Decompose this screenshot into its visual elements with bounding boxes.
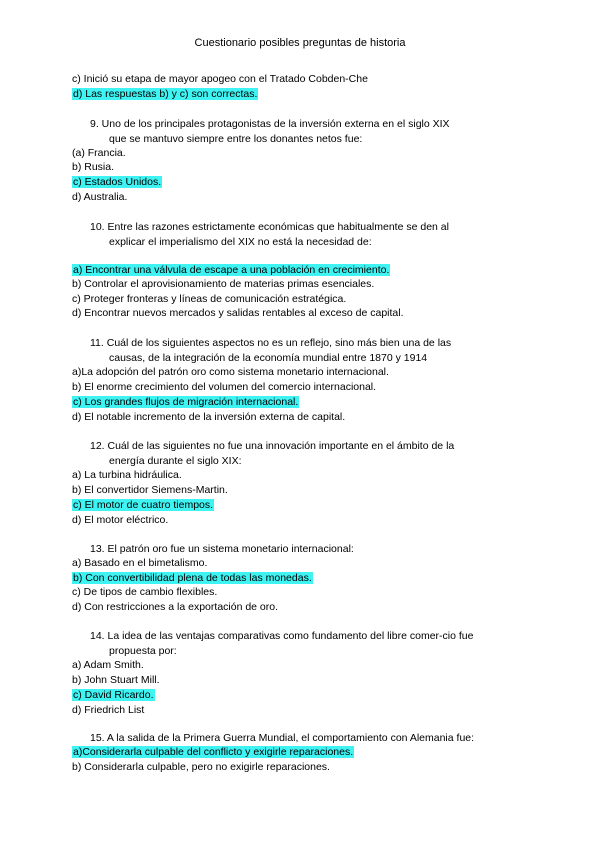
q9-option-a xyxy=(72,146,126,160)
q15-option-b xyxy=(72,760,330,774)
option-text: a) Basado en el bimetalismo. xyxy=(72,557,208,569)
option-text: b) Considerarla culpable, pero no exigirle reparaciones. xyxy=(72,761,330,773)
question-text: 14. La idea de las ventajas comparativas como fundamento del libre comer-cio fue xyxy=(90,630,474,642)
option-text-highlighted: a) Encontrar una válvula de escape a una población en crecimiento. xyxy=(73,264,390,276)
q14-option-a xyxy=(72,658,144,672)
question-9 xyxy=(90,117,530,147)
q9-option-b xyxy=(72,160,114,174)
option-text: (a) Francia. xyxy=(72,147,126,159)
intro-option-d xyxy=(72,87,258,101)
question-text: 13. El patrón oro fue un sistema monetario internacional: xyxy=(90,543,354,555)
option-text-highlighted: a)Considerarla culpable del conflicto y exigirle reparaciones. xyxy=(73,746,354,758)
option-text: d) Encontrar nuevos mercados y salidas rentables al exceso de capital. xyxy=(72,307,404,319)
option-text: a) La turbina hidráulica. xyxy=(72,469,182,481)
q14-option-c xyxy=(72,688,155,702)
q11-option-d xyxy=(72,410,345,424)
q10-option-d xyxy=(72,306,404,320)
q14-option-b xyxy=(72,673,160,687)
option-text: b) Rusia. xyxy=(72,161,115,173)
option-text: c) De tipos de cambio flexibles. xyxy=(72,586,218,598)
option-text: d) Friedrich List xyxy=(72,704,145,716)
q13-option-c xyxy=(72,585,217,599)
q12-option-d xyxy=(72,513,168,527)
q12-option-a xyxy=(72,468,182,482)
q11-option-c xyxy=(72,395,299,409)
question-text-cont: propuesta por: xyxy=(109,645,177,657)
question-14 xyxy=(90,629,530,659)
q9-option-d xyxy=(72,190,127,204)
question-text-cont: causas, de la integración de la economía mundial entre 1870 y 1914 xyxy=(109,352,428,364)
option-text: b) John Stuart Mill. xyxy=(72,674,160,686)
option-text: d) El notable incremento de la inversión externa de capital. xyxy=(72,411,346,423)
question-text: 12. Cuál de las siguientes no fue una innovación importante en el ámbito de la xyxy=(90,440,455,452)
question-text-cont: energía durante el siglo XIX: xyxy=(109,455,242,467)
q11-option-a xyxy=(72,365,389,379)
question-13 xyxy=(90,542,530,557)
question-text-cont: que se mantuvo siempre entre los donantes netos fue: xyxy=(109,133,363,145)
option-text: d) Australia. xyxy=(72,191,128,203)
option-text: b) Controlar el aprovisionamiento de materias primas esenciales. xyxy=(72,278,375,290)
option-text-highlighted: c) El motor de cuatro tiempos. xyxy=(73,499,214,511)
q15-option-a xyxy=(72,745,354,759)
option-text-highlighted: b) Con convertibilidad plena de todas las monedas. xyxy=(73,572,312,584)
question-text-cont: explicar el imperialismo del XIX no está la necesidad de: xyxy=(109,236,372,248)
option-text: d) El motor eléctrico. xyxy=(72,514,169,526)
page-title: Cuestionario posibles preguntas de historia xyxy=(194,37,406,49)
intro-option-c xyxy=(72,72,368,86)
q10-option-b xyxy=(72,277,374,291)
option-text: a) Adam Smith. xyxy=(72,659,144,671)
question-11 xyxy=(90,336,530,366)
question-text: 9. Uno de los principales protagonistas de la inversión externa en el siglo XIX xyxy=(90,118,450,130)
question-10 xyxy=(90,220,530,250)
q13-option-b xyxy=(72,571,313,585)
option-text-highlighted: c) Estados Unidos. xyxy=(73,176,162,188)
option-text-highlighted: c) Los grandes flujos de migración internacional. xyxy=(73,396,299,408)
q12-option-b xyxy=(72,483,228,497)
option-text: b) El enorme crecimiento del volumen del comercio internacional. xyxy=(72,381,377,393)
q10-option-a xyxy=(72,263,390,277)
question-12 xyxy=(90,439,530,469)
q10-option-c xyxy=(72,292,346,306)
option-text-highlighted: c) David Ricardo. xyxy=(73,689,154,701)
option-text: d) Con restricciones a la exportación de oro. xyxy=(72,601,279,613)
option-text: c) Inició su etapa de mayor apogeo con el Tratado Cobden-Che xyxy=(72,73,368,85)
option-text: c) Proteger fronteras y líneas de comunicación estratégica. xyxy=(72,293,347,305)
q12-option-c xyxy=(72,498,214,512)
q9-option-c xyxy=(72,175,162,189)
option-text: a)La adopción del patrón oro como sistema monetario internacional. xyxy=(72,366,389,378)
question-15 xyxy=(90,731,530,746)
option-text-highlighted: d) Las respuestas b) y c) son correctas. xyxy=(73,88,258,100)
question-text: 11. Cuál de los siguientes aspectos no es un reflejo, sino más bien una de las xyxy=(90,337,452,349)
question-text: 10. Entre las razones estrictamente económicas que habitualmente se den al xyxy=(90,221,449,233)
option-text: b) El convertidor Siemens-Martin. xyxy=(72,484,228,496)
q14-option-d xyxy=(72,703,144,717)
q11-option-b xyxy=(72,380,376,394)
q13-option-d xyxy=(72,600,278,614)
question-text: 15. A la salida de la Primera Guerra Mundial, el comportamiento con Alemania fue: xyxy=(90,732,475,744)
q13-option-a xyxy=(72,556,207,570)
